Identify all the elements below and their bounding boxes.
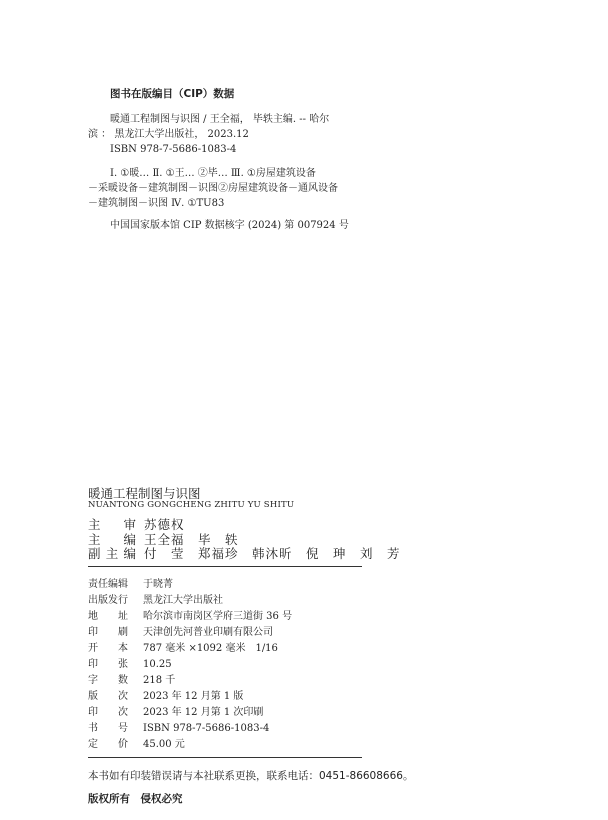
pub-key: 出版发行: [88, 595, 128, 606]
credit-role: 副主编: [88, 546, 136, 561]
pub-value: 哈尔滨市南岗区学府三道街 36 号: [143, 611, 293, 622]
pub-value: ISBN 978-7-5686-1083-4: [143, 723, 270, 734]
cip-line-3: ISBN 978-7-5686-1083-4: [110, 144, 237, 155]
pub-value: 787 毫米 ×1092 毫米 1/16: [143, 643, 278, 654]
pub-row-format: [88, 641, 278, 656]
cip-library-record: 中国国家版本馆 CIP 数据核字 (2024) 第 007924 号: [110, 220, 349, 231]
pub-key: 地址: [88, 611, 128, 622]
divider-top: [88, 566, 362, 567]
credit-row-deputy-editor: [88, 544, 401, 562]
credit-names: 付 莹 郑福珍 韩沐昕 倪 珅 刘 芳: [144, 546, 401, 561]
divider-bottom: [88, 757, 362, 758]
pub-row-printing: [88, 705, 263, 720]
cip-heading: 图书在版编目（CIP）数据: [110, 88, 235, 100]
pub-value: 10.25: [143, 659, 172, 670]
pub-key: 定价: [88, 739, 128, 750]
credit-role: 主审: [88, 517, 136, 532]
book-title: 暖通工程制图与识图: [88, 486, 201, 501]
pub-row-printer: [88, 625, 273, 640]
book-pinyin: NUANTONG GONGCHENG ZHITU YU SHITU: [88, 500, 295, 510]
pub-value: 黑龙江大学出版社: [143, 595, 223, 606]
cip-line-1: 暖通工程制图与识图 / 王全福， 毕轶主编. -- 哈尔: [110, 114, 330, 125]
pub-value: 218 千: [143, 675, 176, 686]
notice-text: 本书如有印装错误请与本社联系更换，联系电话：0451-86608666。: [88, 770, 414, 782]
pub-key: 印次: [88, 707, 128, 718]
cip-line-2: 滨 ： 黑龙江大学出版社， 2023.12: [88, 129, 249, 140]
pub-key: 版次: [88, 691, 128, 702]
pub-value: 45.00 元: [143, 739, 185, 750]
cip-class-line-3: －建筑制图－识图 Ⅳ. ①TU83: [88, 198, 225, 209]
pub-row-editor: [88, 577, 173, 592]
pub-value: 2023 年 12 月第 1 次印刷: [143, 707, 264, 718]
pub-key: 印刷: [88, 627, 128, 638]
pub-row-price: [88, 737, 185, 752]
pub-key: 书号: [88, 723, 128, 734]
pub-row-publisher: [88, 593, 223, 608]
pub-row-sheets: [88, 657, 172, 672]
pub-key: 开本: [88, 643, 128, 654]
pub-key: 字数: [88, 675, 128, 686]
pub-value: 天津创先河普业印刷有限公司: [143, 627, 273, 638]
cip-class-line-2: －采暖设备－建筑制图－识图②房屋建筑设备－通风设备: [88, 183, 338, 194]
pub-row-isbn: [88, 721, 269, 736]
credit-names: 苏德权: [144, 517, 185, 532]
rights-text: 版权所有 侵权必究: [88, 793, 183, 805]
pub-key: 责任编辑: [88, 579, 128, 590]
credit-role: 主编: [88, 532, 136, 547]
pub-value: 于晓菁: [143, 579, 173, 590]
credit-names: 王全福 毕 轶: [144, 532, 239, 547]
pub-value: 2023 年 12 月第 1 版: [143, 691, 244, 702]
cip-class-line-1: Ⅰ. ①暖… Ⅱ. ①王… ②毕… Ⅲ. ①房屋建筑设备: [110, 168, 316, 179]
pub-row-edition: [88, 689, 243, 704]
pub-row-word-count: [88, 673, 175, 688]
pub-row-address: [88, 609, 292, 624]
pub-key: 印张: [88, 659, 128, 670]
